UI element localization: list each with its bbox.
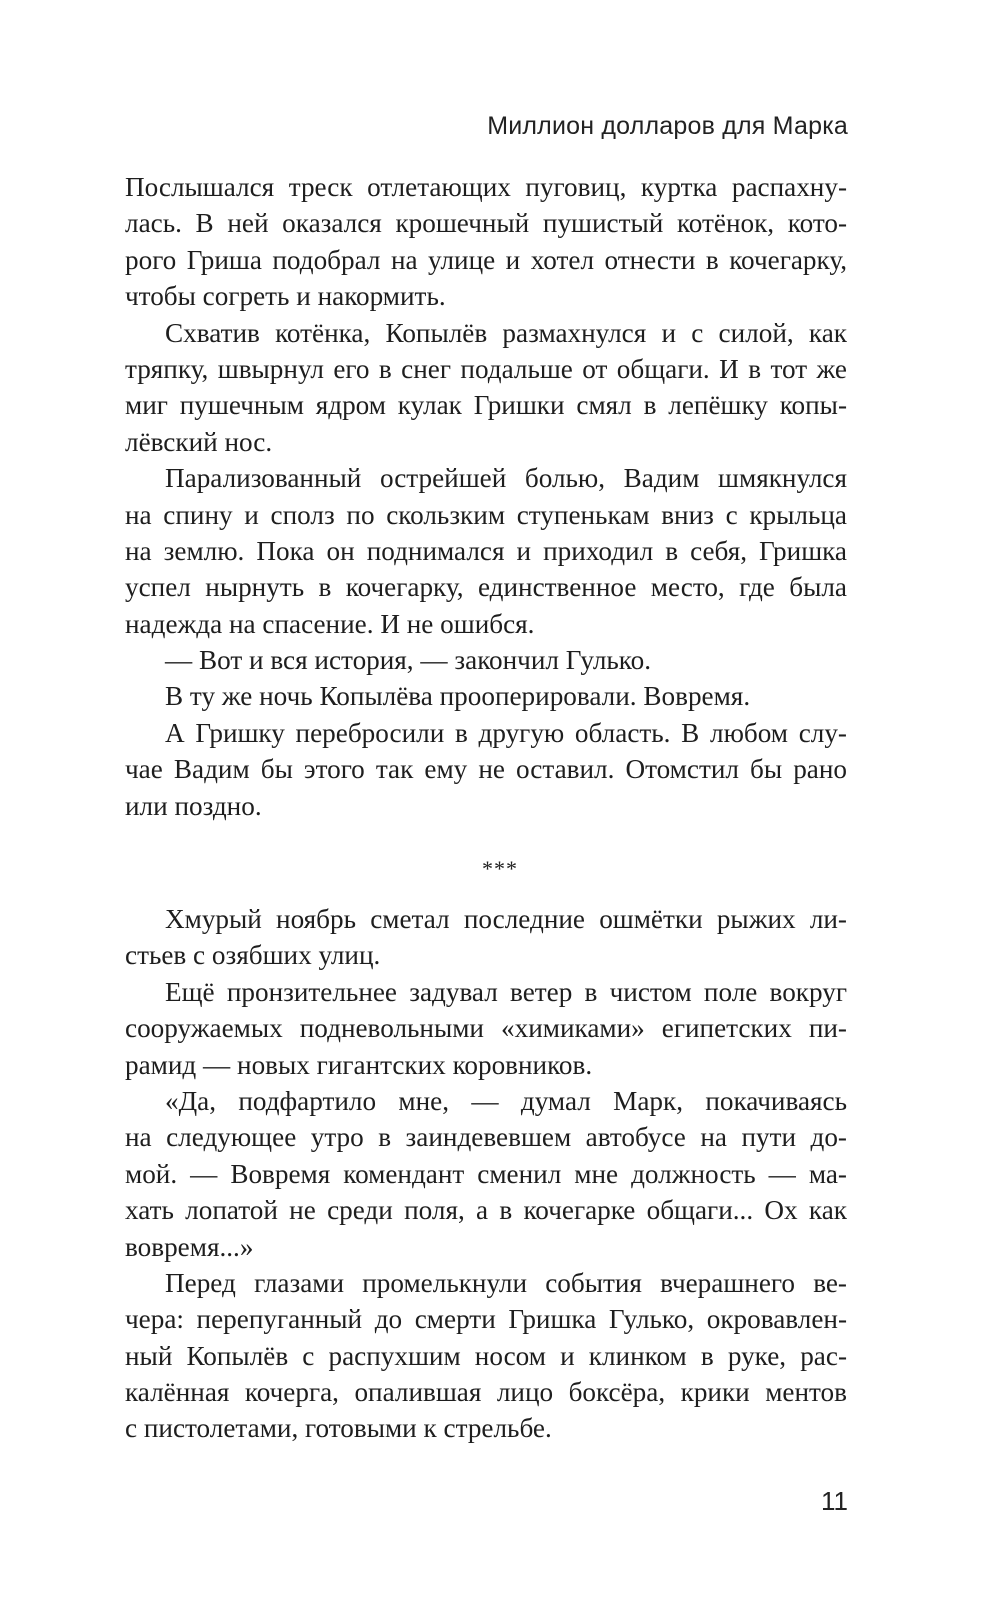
text-line: чае Вадим бы этого так ему не оставил. Отомстил бы рано — [125, 754, 847, 785]
text-line: В ту же ночь Копылёва прооперировали. Вовремя. — [165, 681, 751, 712]
text-line: Парализованный острейшей болью, Вадим шмякнулся — [165, 463, 847, 494]
text-line: рого Гриша подобрал на улице и хотел отнести в кочегарку, — [125, 244, 847, 275]
text-line: хать лопатой не среди поля, а в кочегарке общаги... Ох как — [125, 1195, 847, 1226]
text-line: Послышался треск отлетающих пуговиц, куртка распахну- — [125, 172, 847, 202]
text-line: с пистолетами, готовыми к стрельбе. — [125, 1413, 552, 1444]
text-line: Хмурый ноябрь сметал последние ошмётки рыжих ли- — [165, 904, 847, 934]
running-title: Миллион долларов для Марка — [487, 112, 848, 140]
text-line: на спину и сполз по скользким ступенькам вниз с крыльца — [125, 499, 847, 530]
text-line: мой. — Вовремя комендант сменил мне должность — ма- — [125, 1158, 847, 1189]
text-line: лась. В ней оказался крошечный пушистый котёнок, кото- — [125, 208, 847, 239]
text-line: стьев с озябших улиц. — [125, 940, 381, 971]
text-line: или поздно. — [125, 790, 262, 821]
text-block-2 — [125, 901, 847, 1447]
text-line: Перед глазами промелькнули события вчерашнего ве- — [165, 1267, 847, 1298]
text-line: чтобы согреть и накормить. — [125, 281, 446, 312]
text-line: Ещё пронзительнее задувал ветер в чистом поле вокруг — [165, 976, 847, 1007]
section-separator: *** — [482, 856, 518, 881]
text-line: чера: перепуганный до смерти Гришка Гулько, окровавлен- — [125, 1304, 847, 1335]
text-line: калённая кочерга, опалившая лицо боксёра, крики ментов — [125, 1377, 847, 1408]
text-line: Схватив котёнка, Копылёв размахнулся и с силой, как — [165, 317, 847, 348]
text-line: на землю. Пока он поднимался и приходил в себя, Гришка — [125, 535, 847, 566]
text-line: вовремя...» — [125, 1231, 254, 1262]
text-line: тряпку, швырнул его в снег подальше от общаги. И в тот же — [125, 353, 847, 384]
text-line: миг пушечным ядром кулак Гришки смял в лепёшку копы- — [125, 390, 847, 421]
text-line: лёвский нос. — [125, 426, 273, 457]
text-line: успел нырнуть в кочегарку, единственное место, где была — [125, 572, 847, 603]
text-line: — Вот и вся история, — закончил Гулько. — [165, 645, 652, 676]
text-line: «Да, подфартило мне, — думал Марк, покачиваясь — [165, 1085, 847, 1116]
text-block-1 — [125, 169, 847, 824]
text-line: рамид — новых гигантских коровников. — [125, 1049, 593, 1080]
text-line: надежда на спасение. И не ошибся. — [125, 608, 535, 639]
text-line: на следующее утро в заиндевевшем автобусе на пути до- — [125, 1122, 847, 1153]
text-line: А Гришку перебросили в другую область. В любом слу- — [165, 717, 847, 748]
page-number: 11 — [821, 1486, 848, 1516]
text-line: ный Копылёв с распухшим носом и клинком в руке, рас- — [125, 1340, 847, 1371]
text-line: сооружаемых подневольными «химиками» египетских пи- — [125, 1013, 847, 1044]
